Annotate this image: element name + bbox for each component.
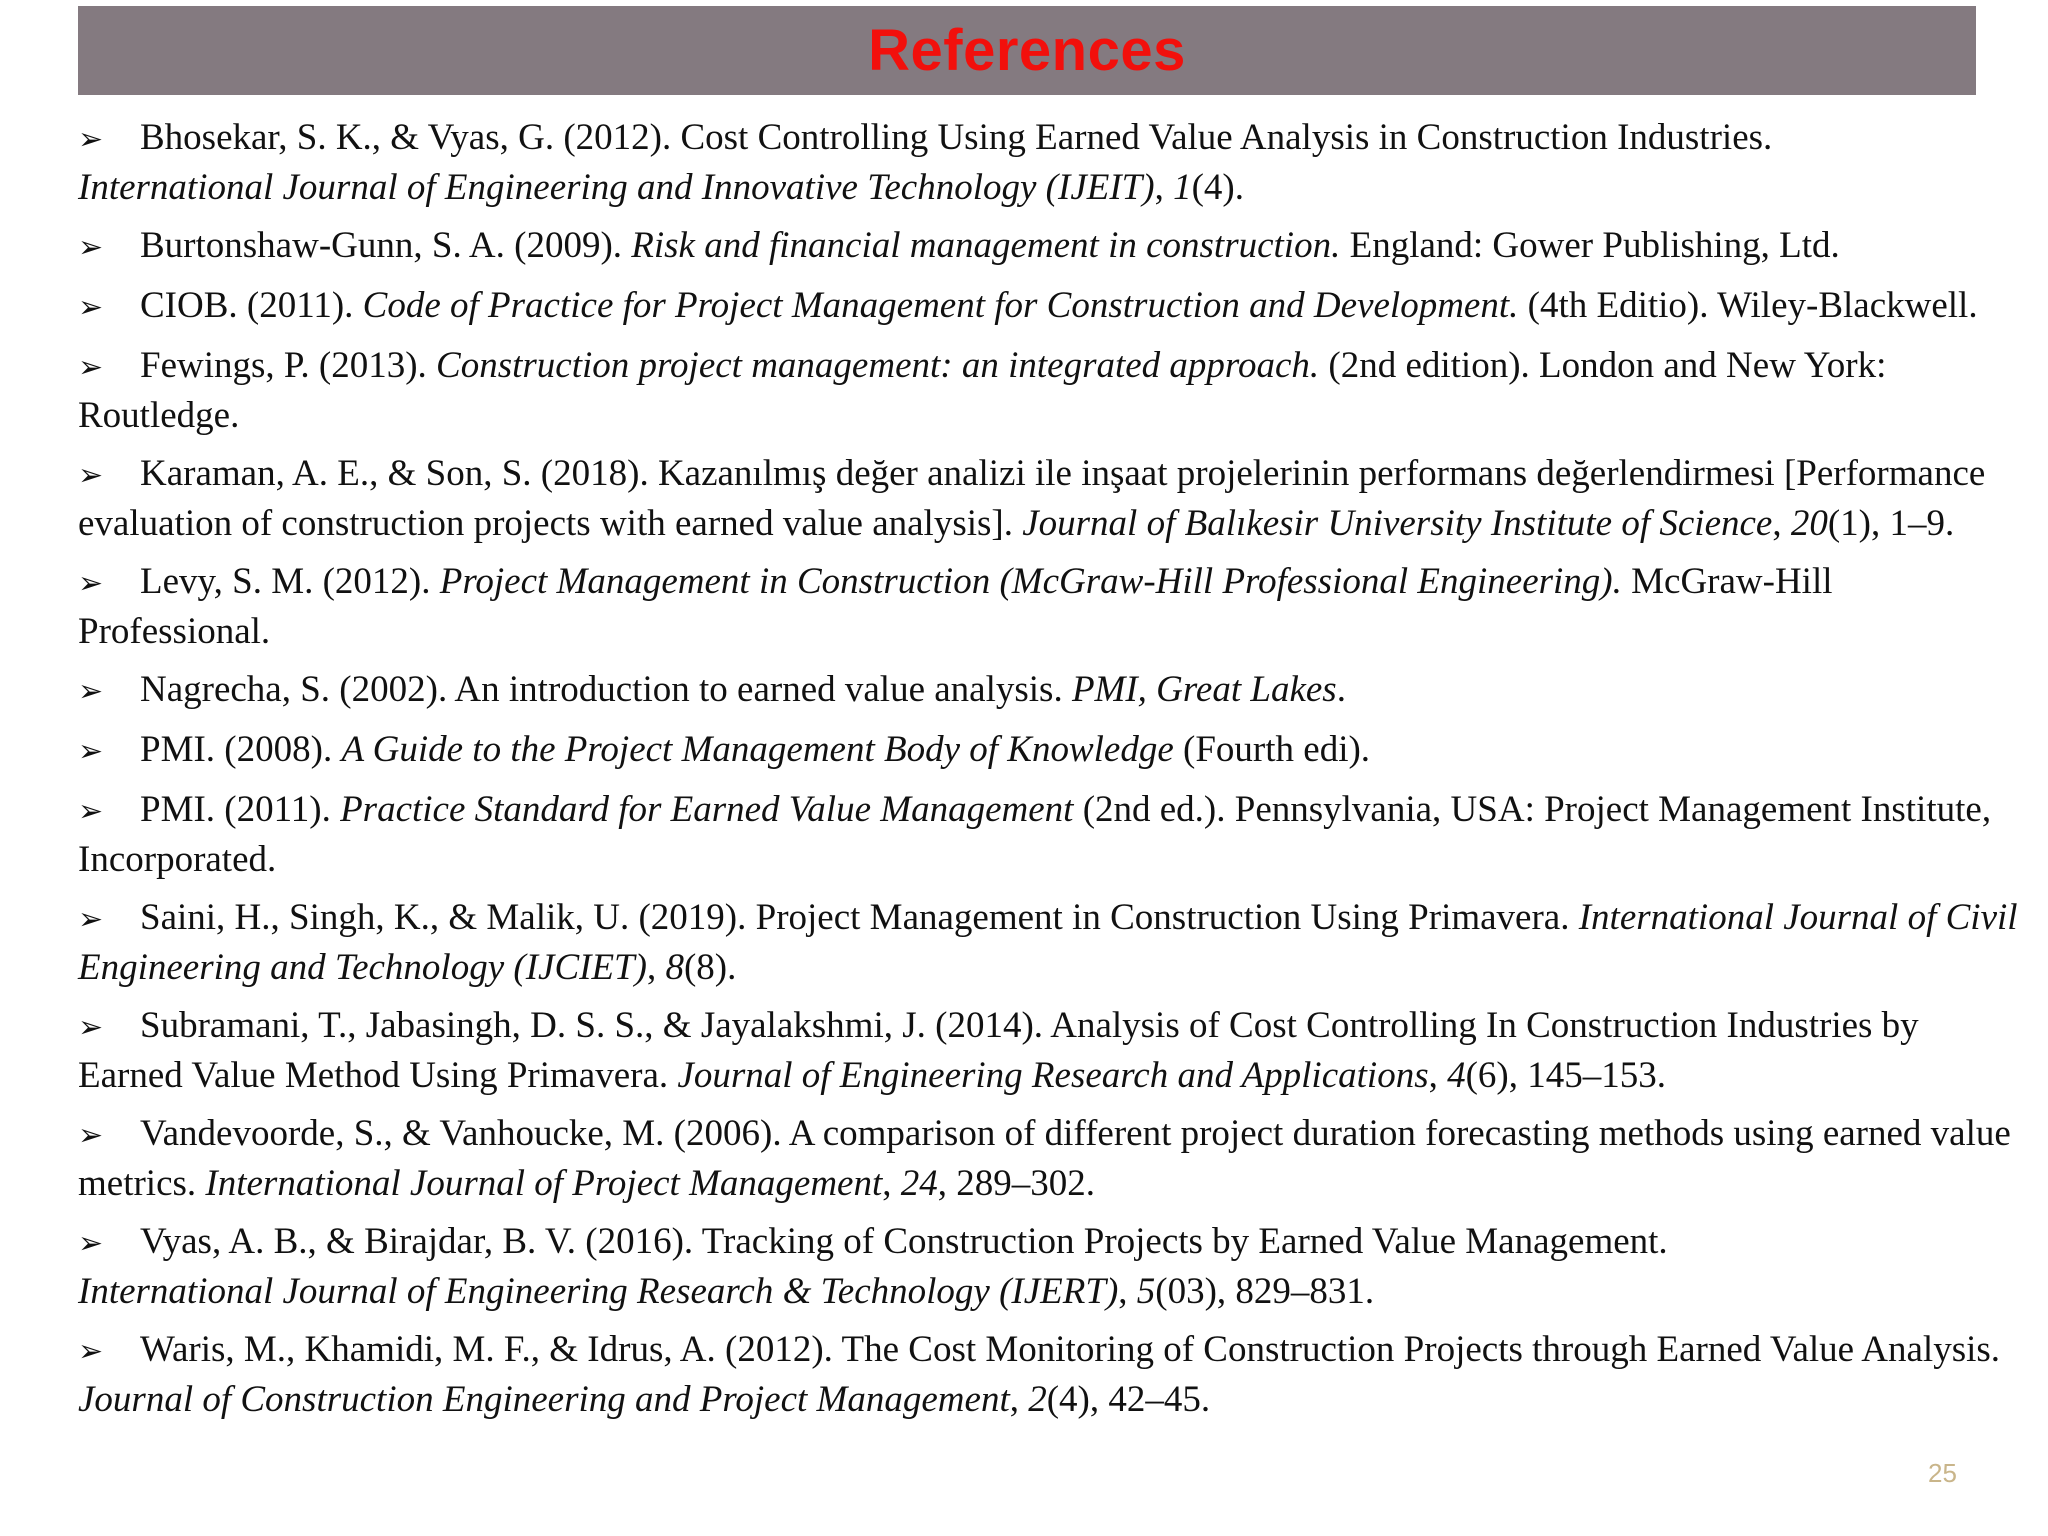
reference-text: Vyas, A. B., & Birajdar, B. V. (2016). Tracking of Construction Projects by Earned Value Management. — [140, 1221, 1668, 1262]
reference-text: PMI. (2008). — [140, 729, 342, 770]
arrow-bullet-icon: ➢ — [78, 122, 104, 157]
reference-source: A Guide to the Project Management Body of Knowledge — [341, 729, 1174, 770]
reference-text: Nagrecha, S. (2002). An introduction to earned value analysis. — [140, 669, 1072, 710]
arrow-bullet-icon: ➢ — [78, 1118, 104, 1153]
reference-source: Journal of Balıkesir University Institute of Science — [1022, 503, 1773, 544]
reference-item — [78, 114, 2028, 212]
reference-item — [78, 666, 2028, 716]
reference-tail: (6), 145–153. — [1465, 1055, 1666, 1096]
reference-tail: (03), 829–831. — [1155, 1271, 1375, 1312]
arrow-bullet-icon: ➢ — [78, 566, 104, 601]
reference-punct: , — [1772, 503, 1791, 544]
reference-punct: , — [1009, 1379, 1029, 1420]
reference-item — [78, 450, 2028, 548]
arrow-bullet-icon: ➢ — [78, 1334, 104, 1369]
slide-title: References — [868, 18, 1186, 83]
reference-item — [78, 786, 2028, 884]
reference-text: CIOB. (2011). — [140, 285, 363, 326]
reference-text: Waris, M., Khamidi, M. F., & Idrus, A. (2012). The Cost Monitoring of Construction Projects through Earned Value Analysis. — [140, 1329, 2001, 1370]
reference-item — [78, 726, 2028, 776]
reference-tail: (1), 1–9. — [1827, 503, 1955, 544]
reference-source: Practice Standard for Earned Value Management — [340, 789, 1074, 830]
reference-tail: (Fourth edi). — [1173, 729, 1371, 770]
reference-item — [78, 558, 2028, 656]
reference-item — [78, 1110, 2028, 1208]
reference-text: Bhosekar, S. K., & Vyas, G. (2012). Cost Controlling Using Earned Value Analysis in Construction Industries. — [140, 117, 1773, 158]
reference-text: Burtonshaw-Gunn, S. A. (2009). — [140, 225, 632, 266]
reference-tail: McGraw-Hill Professional. — [78, 561, 1833, 652]
page-number: 25 — [1928, 1458, 1957, 1488]
reference-list — [78, 114, 2028, 1434]
arrow-bullet-icon: ➢ — [78, 902, 104, 937]
reference-tail: (4th Editio). Wiley-Blackwell. — [1518, 285, 1978, 326]
reference-source: International Journal of Civil Engineering and Technology (IJCIET) — [78, 897, 2018, 988]
reference-volume: 1 — [1173, 167, 1192, 208]
reference-source: Project Management in Construction (McGraw-Hill Professional Engineering). — [439, 561, 1622, 602]
reference-tail: , 289–302. — [937, 1163, 1095, 1204]
reference-source: Journal of Engineering Research and Applications — [677, 1055, 1429, 1096]
reference-source: Journal of Construction Engineering and Project Management — [78, 1379, 1010, 1420]
reference-text: PMI. (2011). — [140, 789, 341, 830]
reference-tail: (2nd ed.). Pennsylvania, USA: Project Management Institute, Incorporated. — [78, 789, 1992, 880]
arrow-bullet-icon: ➢ — [78, 1226, 104, 1261]
arrow-bullet-icon: ➢ — [78, 350, 104, 385]
arrow-bullet-icon: ➢ — [78, 674, 104, 709]
reference-item — [78, 282, 2028, 332]
reference-item — [78, 894, 2028, 992]
reference-text: Levy, S. M. (2012). — [140, 561, 440, 602]
reference-volume: 20 — [1790, 503, 1828, 544]
reference-text: Karaman, A. E., & Son, S. (2018). Kazanılmış değer analizi ile inşaat projelerinin performans değerlendirmesi [Performance evaluation of construction projects with earned value analysis]. — [78, 453, 1986, 544]
reference-source: International Journal of Engineering Research & Technology (IJERT) — [78, 1271, 1119, 1312]
reference-punct: , — [646, 947, 666, 988]
reference-tail: (4), 42–45. — [1046, 1379, 1211, 1420]
reference-source: Risk and financial management in construction. — [631, 225, 1341, 266]
reference-punct: , — [1428, 1055, 1448, 1096]
title-banner — [78, 6, 1976, 95]
reference-source: Construction project management: an integrated approach. — [436, 345, 1320, 386]
arrow-bullet-icon: ➢ — [78, 230, 104, 265]
reference-tail: . — [1336, 669, 1346, 710]
reference-text: Fewings, P. (2013). — [140, 345, 437, 386]
reference-item — [78, 1326, 2028, 1424]
reference-tail: (8). — [683, 947, 737, 988]
reference-item — [78, 1218, 2028, 1316]
reference-item — [78, 222, 2028, 272]
reference-tail: (4). — [1191, 167, 1244, 208]
reference-punct: , — [1154, 167, 1174, 208]
reference-source: Code of Practice for Project Management for Construction and Development. — [362, 285, 1519, 326]
reference-text: Vandevoorde, S., & Vanhoucke, M. (2006). A comparison of different project duration forecasting methods using earned value metrics. — [78, 1113, 2011, 1204]
arrow-bullet-icon: ➢ — [78, 734, 104, 769]
arrow-bullet-icon: ➢ — [78, 290, 104, 325]
reference-item — [78, 342, 2028, 440]
arrow-bullet-icon: ➢ — [78, 1010, 104, 1045]
reference-text: Subramani, T., Jabasingh, D. S. S., & Jayalakshmi, J. (2014). Analysis of Cost Controlling In Construction Industries by Earned Value Method Using Primavera. — [78, 1005, 1919, 1096]
reference-source: PMI, Great Lakes — [1071, 669, 1337, 710]
arrow-bullet-icon: ➢ — [78, 794, 104, 829]
reference-volume: 5 — [1136, 1271, 1156, 1312]
reference-volume: 24 — [900, 1163, 938, 1204]
reference-source: International Journal of Project Management — [205, 1163, 883, 1204]
reference-text: Saini, H., Singh, K., & Malik, U. (2019). Project Management in Construction Using Primavera. — [140, 897, 1579, 938]
reference-volume: 8 — [665, 947, 684, 988]
reference-tail: (2nd edition). London and New York: Routledge. — [78, 345, 1887, 436]
reference-source: International Journal of Engineering and Innovative Technology (IJEIT) — [78, 167, 1155, 208]
reference-punct: , — [1118, 1271, 1137, 1312]
reference-volume: 2 — [1028, 1379, 1047, 1420]
arrow-bullet-icon: ➢ — [78, 458, 104, 493]
reference-item — [78, 1002, 2028, 1100]
reference-volume: 4 — [1447, 1055, 1466, 1096]
reference-punct: , — [882, 1163, 901, 1204]
reference-tail: England: Gower Publishing, Ltd. — [1340, 225, 1840, 266]
